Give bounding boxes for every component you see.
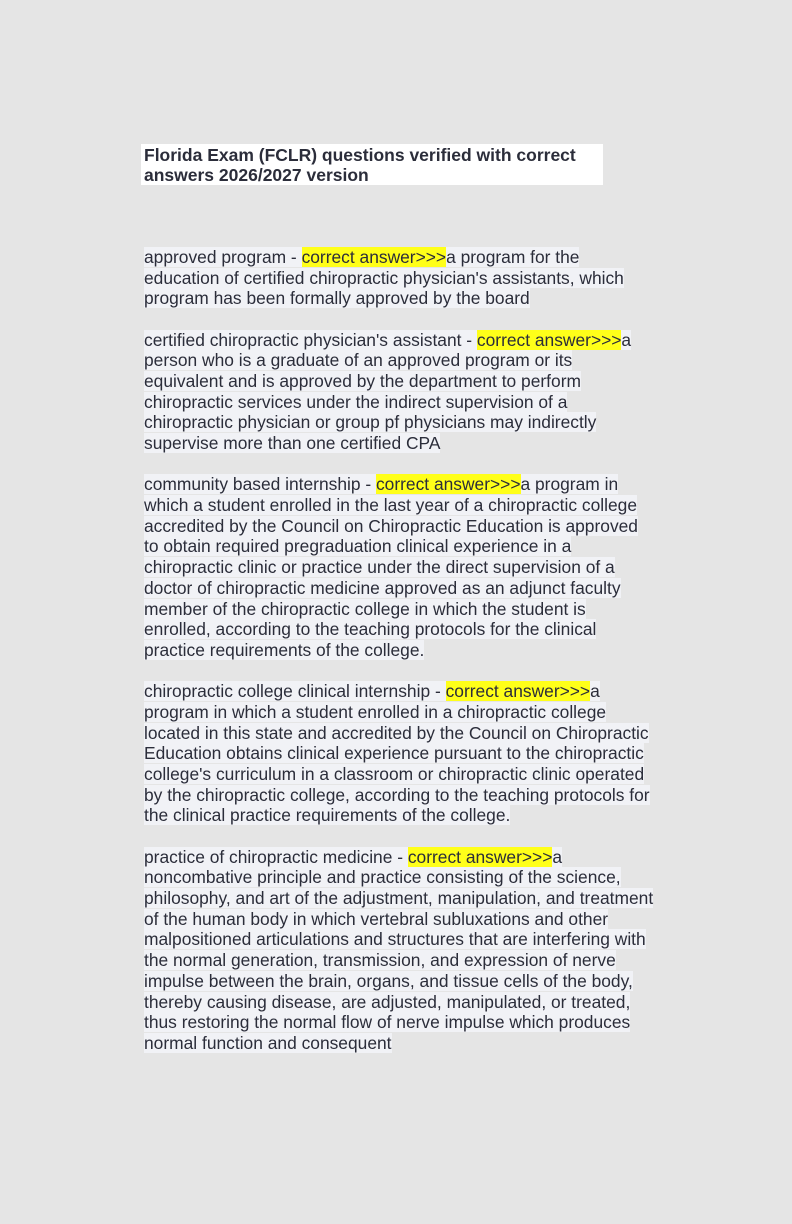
entry-definition: a program in which a student enrolled in a chiropractic college located in this state and accredited by the Council on Chiropractic Education obtains clinical experience pursuant to the chiropractic college's curriculum in a classroom or chiropractic clinic operated by the chiropractic college, according to the teaching protocols for the clinical practice requirements of the college. xyxy=(144,681,650,826)
answer-marker: correct answer>>> xyxy=(375,474,521,495)
entry-term: certified chiropractic physician's assistant - xyxy=(144,329,477,350)
flashcard-entry xyxy=(144,247,654,309)
flashcard-list xyxy=(144,247,654,1074)
answer-marker: correct answer>>> xyxy=(301,247,447,267)
entry-term: practice of chiropractic medicine - xyxy=(144,846,408,867)
entry-term: chiropractic college clinical internship - xyxy=(144,681,446,702)
entry-definition: a noncombative principle and practice consisting of the science, philosophy, and art of the adjustment, manipulation, and treatment of the human body in which vertebral subluxations and other malpositioned articulations and structures that are interfering with the normal generation, transmission, and expression of nerve impulse between the brain, organs, and tissue cells of the body, thereby causing disease, are adjusted, manipulated, or treated, thus restoring the normal flow of nerve impulse which produces normal function and consequent xyxy=(144,846,654,1053)
entry-definition: a person who is a graduate of an approved program or its equivalent and is approved by the department to perform chiropractic services under the indirect supervision of a chiropractic physician or group pf physicians may indirectly supervise more than one certified CPA xyxy=(144,329,632,454)
answer-marker: correct answer>>> xyxy=(407,846,553,867)
document-title: Florida Exam (FCLR) questions verified with correct answers 2026/2027 version xyxy=(144,145,576,185)
flashcard-entry xyxy=(144,474,654,660)
entry-term: community based internship - xyxy=(144,474,376,495)
flashcard-entry xyxy=(144,330,654,454)
answer-marker: correct answer>>> xyxy=(445,681,591,702)
flashcard-entry xyxy=(144,847,654,1054)
entry-term: approved program - xyxy=(144,247,302,267)
answer-marker: correct answer>>> xyxy=(476,329,622,350)
flashcard-entry xyxy=(144,681,654,826)
entry-definition: a program in which a student enrolled in the last year of a chiropractic college accredited by the Council on Chiropractic Education is approved to obtain required pregraduation clinical experience in a chiropractic clinic or practice under the direct supervision of a doctor of chiropractic medicine approved as an adjunct faculty member of the chiropractic college in which the student is enrolled, according to the teaching protocols for the clinical practice requirements of the college. xyxy=(144,474,638,660)
entry-definition: a program for the education of certified chiropractic physician's assistants, which program has been formally approved by the board xyxy=(144,247,624,309)
